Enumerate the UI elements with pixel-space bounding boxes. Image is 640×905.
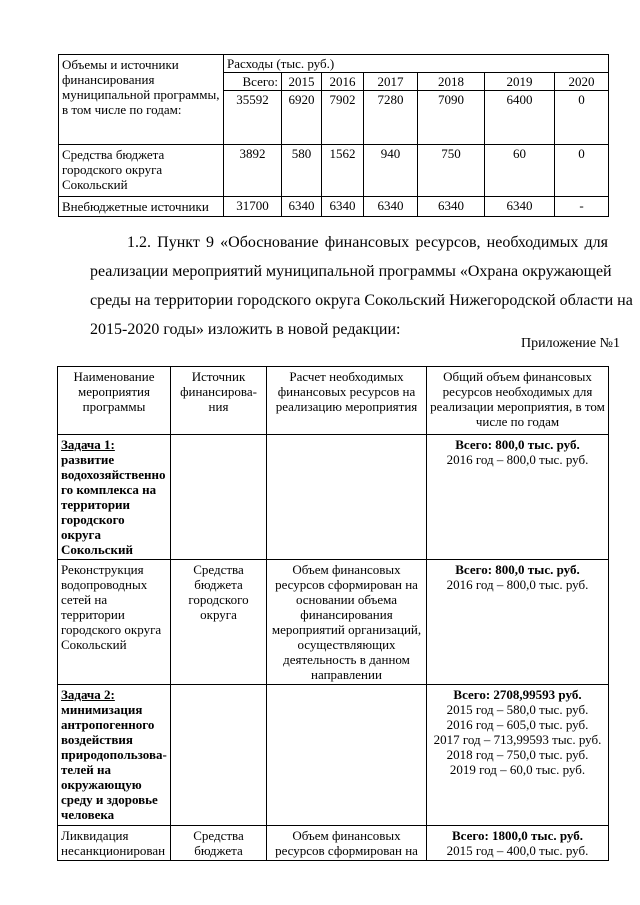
empty-cell <box>267 435 427 560</box>
empty-cell <box>267 685 427 826</box>
table-cell: 7902 <box>322 91 364 145</box>
measure-2-name: Ликвидация несанкционирован <box>58 826 171 861</box>
header-measure-name: Наименование мероприятия программы <box>58 367 171 435</box>
task-1-totals <box>427 435 609 560</box>
financing-table <box>58 54 609 217</box>
measure-1-calc: Объем финансовых ресурсов сформирован на основании объема финансирования мероприятий организаций, осуществляющих деятельность в данном направлении <box>267 560 427 685</box>
measure-2-calc: Объем финансовых ресурсов сформирован на <box>267 826 427 861</box>
table-cell: 940 <box>364 145 418 197</box>
year-line: 2016 год – 800,0 тыс. руб. <box>446 577 589 592</box>
table-cell: 31700 <box>224 197 282 217</box>
year-header: 2020 <box>555 73 609 91</box>
year-header: 2019 <box>485 73 555 91</box>
paragraph-line: 1.2. Пункт 9 «Обоснование финансовых ресурсов, необходимых для <box>127 234 608 251</box>
header-calculation: Расчет необходимых финансовых ресурсов на реализацию мероприятия <box>267 367 427 435</box>
total-line: Всего: 2708,99593 руб. <box>453 687 582 702</box>
task-label: Задача 1 <box>61 437 111 452</box>
task-text: развитие водохозяйственно го комплекса на территории городского округа Сокольский <box>61 452 166 557</box>
paragraph-line: реализации мероприятий муниципальной программы «Охрана окружающей <box>90 263 612 280</box>
empty-cell <box>171 435 267 560</box>
year-header: 2015 <box>282 73 322 91</box>
year-line: 2016 год – 605,0 тыс. руб. <box>446 717 589 732</box>
measure-2-source: Средства бюджета <box>171 826 267 861</box>
task-2-totals <box>427 685 609 826</box>
expenses-header: Расходы (тыс. руб.) <box>224 55 609 73</box>
financing-row-label: Объемы и источники финансирования муниципальной программы, в том числе по годам: <box>59 55 224 145</box>
total-header: Всего: <box>224 73 282 91</box>
year-line: 2017 год – 713,99593 тыс. руб. <box>433 732 602 747</box>
measure-1-name: Реконструкция водопроводных сетей на территории городского округа Сокольский <box>58 560 171 685</box>
table-cell: 7090 <box>418 91 485 145</box>
table-cell: 0 <box>555 91 609 145</box>
table-cell: 6340 <box>485 197 555 217</box>
table-cell: 3892 <box>224 145 282 197</box>
task-label: Задача 2 <box>61 687 111 702</box>
table-cell: 750 <box>418 145 485 197</box>
task-1-cell: Задача 1: развитие водохозяйственно го комплекса на территории городского округа Сокольский <box>58 435 171 560</box>
year-line: 2015 год – 400,0 тыс. руб. <box>446 843 589 858</box>
year-header: 2016 <box>322 73 364 91</box>
year-line: 2019 год – 60,0 тыс. руб. <box>449 762 586 777</box>
year-header: 2018 <box>418 73 485 91</box>
table-cell: 6920 <box>282 91 322 145</box>
extra-row-label: Внебюджетные источники <box>59 197 224 217</box>
total-line: Всего: 1800,0 тыс. руб. <box>452 828 583 843</box>
paragraph-line: среды на территории городского округа Сокольский Нижегородской области на <box>90 292 633 309</box>
measures-table <box>57 366 609 861</box>
table-cell: 6340 <box>282 197 322 217</box>
table-cell: 1562 <box>322 145 364 197</box>
table-cell: 6340 <box>364 197 418 217</box>
table-cell: 7280 <box>364 91 418 145</box>
paragraph-line: 2015-2020 годы» изложить в новой редакции: <box>90 321 401 338</box>
budget-row-label: Средства бюджета городского округа Сокольский <box>59 145 224 197</box>
header-total-volume: Общий объем финансовых ресурсов необходимых для реализации мероприятия, в том числе по годам <box>427 367 609 435</box>
total-line: Всего: 800,0 тыс. руб. <box>455 562 580 577</box>
table-cell: 0 <box>555 145 609 197</box>
table-cell: 6340 <box>322 197 364 217</box>
measure-1-totals <box>427 560 609 685</box>
empty-cell <box>171 685 267 826</box>
total-line: Всего: 800,0 тыс. руб. <box>455 437 580 452</box>
table-cell: 6340 <box>418 197 485 217</box>
appendix-label: Приложение №1 <box>521 336 620 351</box>
header-funding-source: Источник финансирова-ния <box>171 367 267 435</box>
table-cell: 35592 <box>224 91 282 145</box>
measure-1-source: Средства бюджета городского округа <box>171 560 267 685</box>
year-line: 2018 год – 750,0 тыс. руб. <box>446 747 589 762</box>
table-cell: 6400 <box>485 91 555 145</box>
measure-2-totals <box>427 826 609 861</box>
table-cell: 60 <box>485 145 555 197</box>
year-line: 2016 год – 800,0 тыс. руб. <box>446 452 589 467</box>
table-cell: - <box>555 197 609 217</box>
year-header: 2017 <box>364 73 418 91</box>
table-cell: 580 <box>282 145 322 197</box>
year-line: 2015 год – 580,0 тыс. руб. <box>446 702 589 717</box>
task-text: минимизация антропогенного воздействия природопользова-телей на окружающую среду и здоровье человека <box>61 702 167 822</box>
task-2-cell: Задача 2: минимизация антропогенного воздействия природопользова-телей на окружающую среду и здоровье человека <box>58 685 171 826</box>
